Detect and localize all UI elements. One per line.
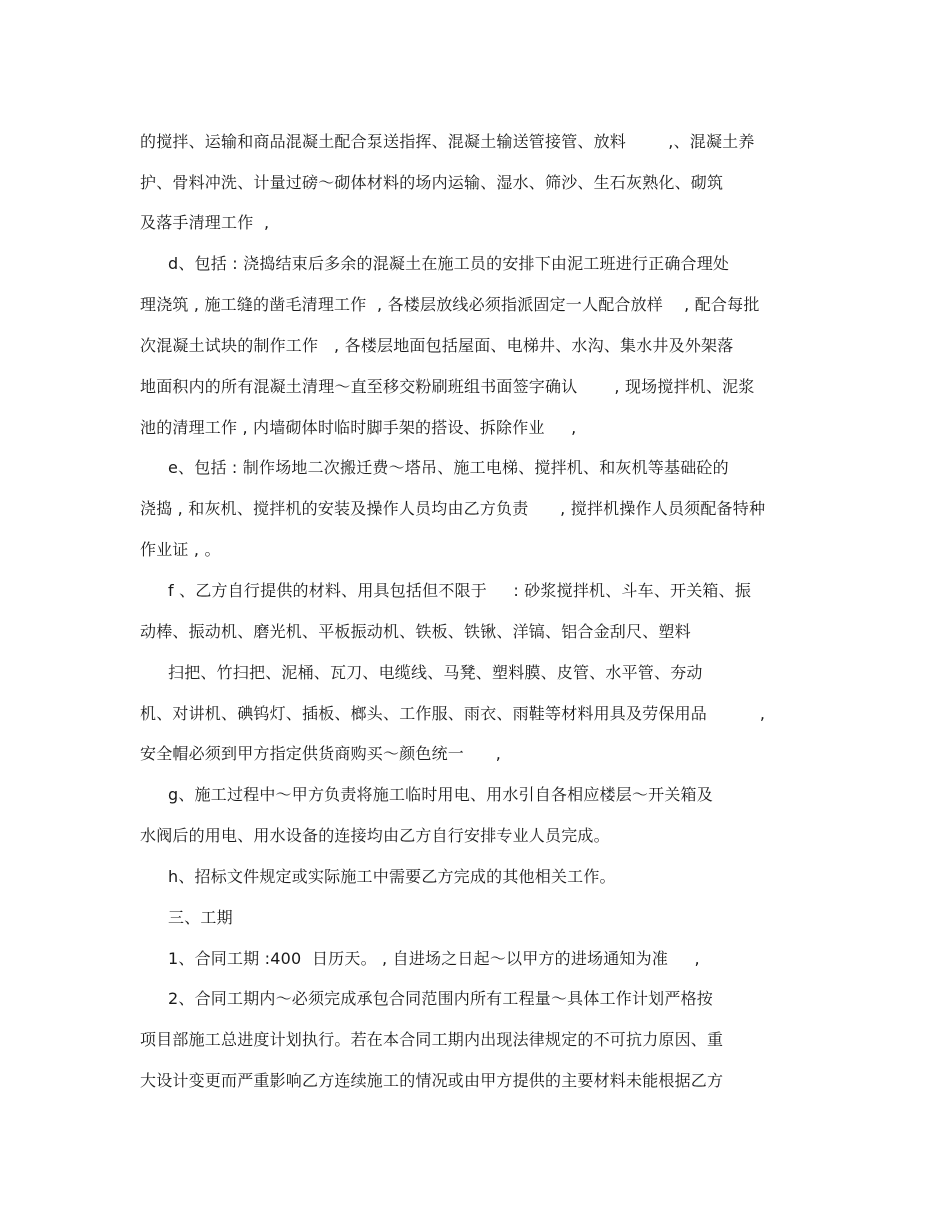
text-line: 1、合同工期 :400 日历天。 , 自进场之日起～以甲方的进场通知为准 , <box>168 949 700 968</box>
text-line: 动棒、振动机、磨光机、平板振动机、铁板、铁锹、洋镐、铝合金刮尺、塑料 <box>140 622 691 641</box>
text-line: 大设计变更而严重影响乙方连续施工的情况或由甲方提供的主要材料未能根据乙方 <box>140 1071 724 1090</box>
text-line: 作业证 , 。 <box>140 540 221 559</box>
text-line: 的搅拌、运输和商品混凝土配合泵送指挥、混凝土输送管接管、放料 ,、混凝土养 <box>140 132 755 151</box>
text-line: 浇捣 , 和灰机、搅拌机的安装及操作人员均由乙方负责 , 搅拌机操作人员须配备特种 <box>140 499 766 518</box>
text-line: 项目部施工总进度计划执行。若在本合同工期内出现法律规定的不可抗力原因、重 <box>140 1030 724 1049</box>
text-line: 机、对讲机、碘钨灯、插板、榔头、工作服、雨衣、雨鞋等材料用具及劳保用品 , <box>140 704 766 723</box>
text-line: 理浇筑 , 施工缝的凿毛清理工作 , 各楼层放线必须指派固定一人配合放样 , 配合每批 <box>140 295 760 314</box>
section-heading: 三、工期 <box>168 908 233 927</box>
text-line: 水阀后的用电、用水设备的连接均由乙方自行安排专业人员完成。 <box>140 826 610 845</box>
text-line: e、包括 : 制作场地二次搬迁费～塔吊、施工电梯、搅拌机、和灰机等基础砼的 <box>168 458 729 477</box>
text-line: g、施工过程中～甲方负责将施工临时用电、用水引自各相应楼层～开关箱及 <box>168 785 713 804</box>
text-line: 池的清理工作 , 内墙砌体时临时脚手架的搭设、拆除作业 , <box>140 418 577 437</box>
text-line: 安全帽必须到甲方指定供货商购买～颜色统一 , <box>140 744 502 763</box>
text-line: h、招标文件规定或实际施工中需要乙方完成的其他相关工作。 <box>168 867 616 886</box>
text-line: f 、乙方自行提供的材料、用具包括但不限于 : 砂浆搅拌机、斗车、开关箱、振 <box>168 581 752 600</box>
text-line: 次混凝土试块的制作工作 , 各楼层地面包括屋面、电梯井、水沟、集水井及外架落 <box>140 336 734 355</box>
text-line: 扫把、竹扫把、泥桶、瓦刀、电缆线、马凳、塑料膜、皮管、水平管、夯动 <box>168 663 703 682</box>
text-line: 2、合同工期内～必须完成承包合同范围内所有工程量～具体工作计划严格按 <box>168 989 713 1008</box>
text-line: 地面积内的所有混凝土清理～直至移交粉刷班组书面签字确认 , 现场搅拌机、泥浆 <box>140 377 755 396</box>
text-line: 护、骨料冲洗、计量过磅～砌体材料的场内运输、湿水、筛沙、生石灰熟化、砌筑 <box>140 173 724 192</box>
text-line: d、包括 : 浇捣结束后多余的混凝土在施工员的安排下由泥工班进行正确合理处 <box>168 254 730 273</box>
text-line: 及落手清理工作 , <box>140 213 270 232</box>
